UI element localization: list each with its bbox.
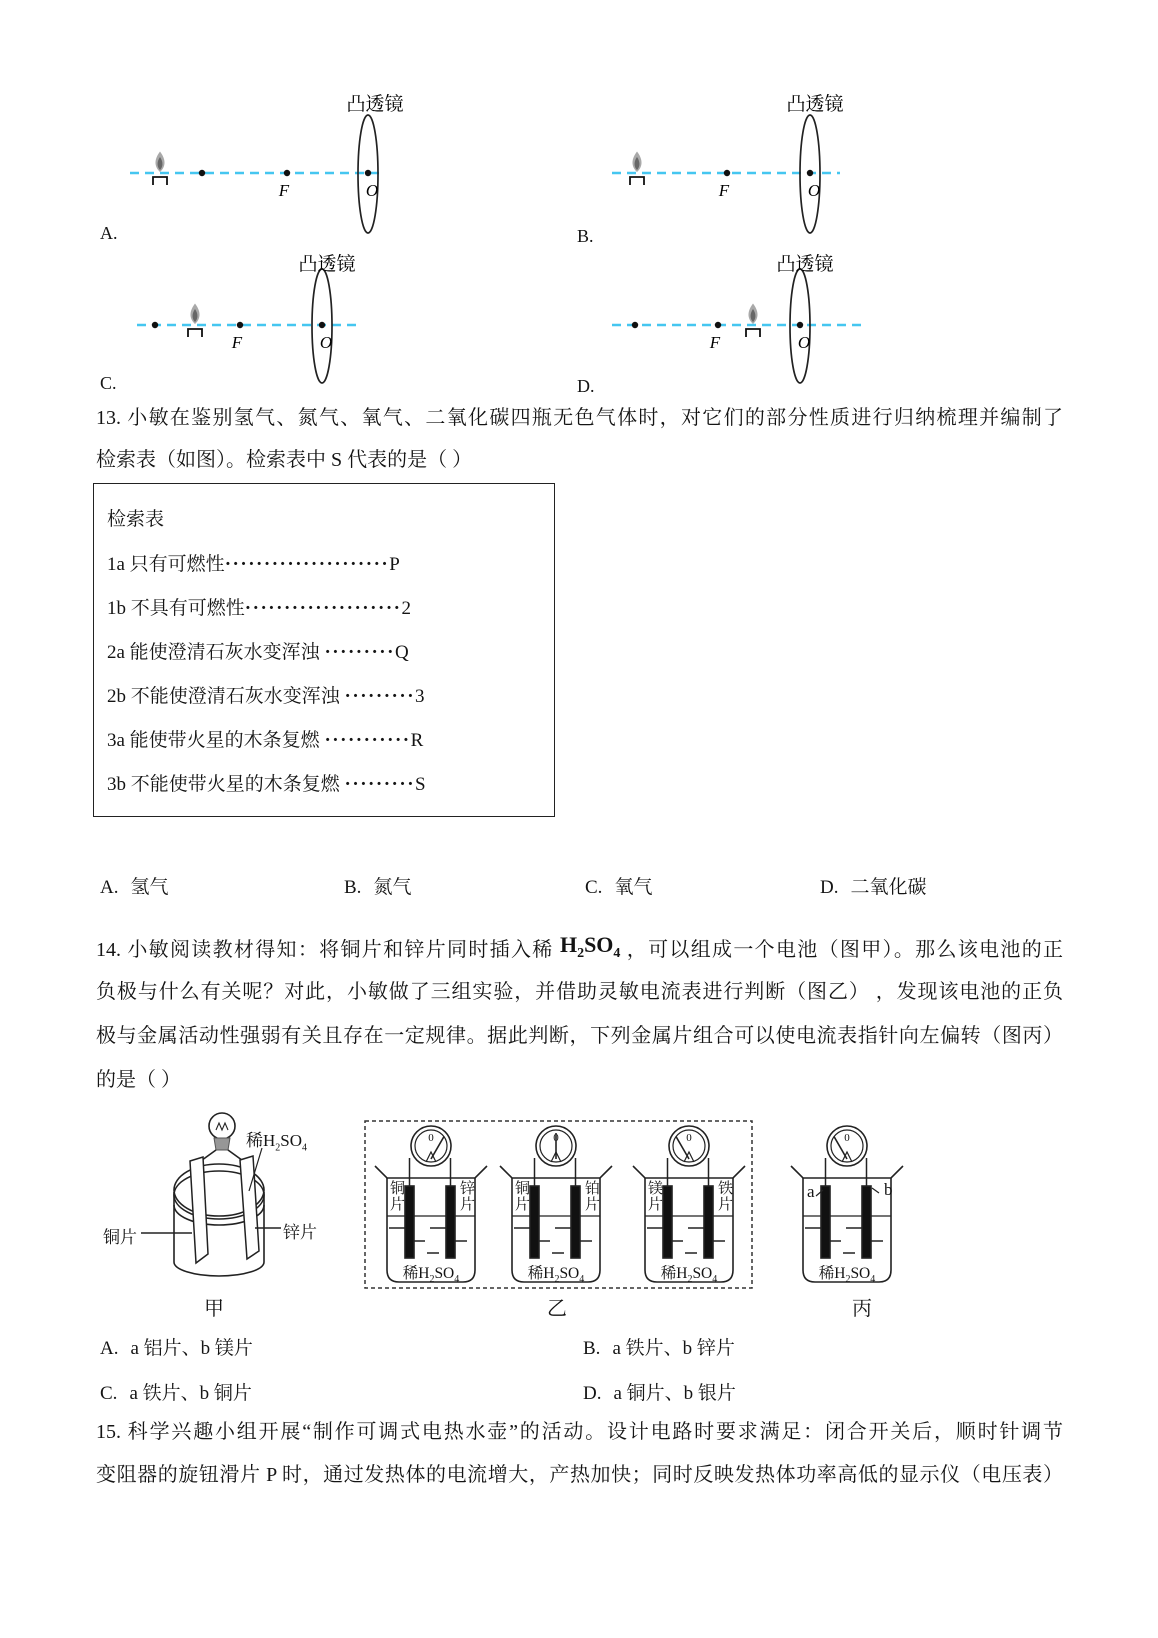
electrode-right bbox=[446, 1186, 455, 1258]
zinc-plate bbox=[240, 1156, 259, 1259]
axis-point bbox=[152, 322, 158, 328]
caption-bing: 丙 bbox=[852, 1298, 872, 1320]
q13-retrieval-table bbox=[93, 483, 555, 817]
electrode-b bbox=[862, 1186, 871, 1258]
bing-solution-label: 稀$H_2SO_4$ bbox=[818, 1265, 876, 1286]
q13-option-d: D. 二氧化碳 bbox=[820, 877, 927, 898]
yi3-solution-label: 稀$H_2SO_4$ bbox=[660, 1265, 718, 1286]
electrode-right bbox=[704, 1186, 713, 1258]
lens-caption: 凸透镜 bbox=[298, 254, 356, 275]
q15-text-line2: 变阻器的旋钮滑片 P 时，通过发热体的电流增大，产热加快；同时反映发热体功率高低的显示仪（电压表） bbox=[96, 1464, 1063, 1486]
focal-label: F bbox=[718, 181, 730, 200]
meter-zero-label: 0 bbox=[844, 1132, 850, 1144]
bing-electrode-a-label: a bbox=[807, 1182, 815, 1201]
option-letter-d: D. bbox=[577, 376, 595, 396]
q13-option-a: A. 氢气 bbox=[100, 877, 169, 898]
q15-text-line1: 15. 科学兴趣小组开展“制作可调式电热水壶”的活动。设计电路时要求满足：闭合开关后，顺时针调节 bbox=[96, 1421, 1063, 1443]
yi3-right-electrode-label: 铁片 bbox=[717, 1181, 733, 1213]
meter-zero-label: 0 bbox=[686, 1132, 692, 1144]
retrieval-table-row-2a: 2a 能使澄清石灰水变浑浊 ·········Q bbox=[107, 642, 409, 663]
retrieval-table-row-2b: 2b 不能使澄清石灰水变浑浊 ·········3 bbox=[107, 686, 425, 707]
q13-option-c: C. 氧气 bbox=[585, 877, 653, 898]
yi2-left-electrode-label: 铜片 bbox=[514, 1181, 530, 1213]
focal-point bbox=[237, 322, 243, 328]
q13-option-b: B. 氮气 bbox=[344, 877, 412, 898]
electrode-left bbox=[663, 1186, 672, 1258]
q14-option-d: D. a 铜片、b 银片 bbox=[583, 1383, 736, 1404]
lens-diagram-B bbox=[612, 93, 844, 233]
meter-zero-label: 0 bbox=[553, 1132, 559, 1144]
focal-label: F bbox=[709, 333, 721, 352]
caption-jia: 甲 bbox=[204, 1298, 224, 1320]
focal-point bbox=[284, 170, 290, 176]
lens-diagram-D bbox=[612, 253, 867, 383]
electrode-left bbox=[530, 1186, 539, 1258]
yi1-solution-label: 稀$H_2SO_4$ bbox=[402, 1265, 460, 1286]
retrieval-table-title: 检索表 bbox=[107, 509, 165, 530]
q14-text-line2: 负极与什么有关呢？对此，小敏做了三组实验，并借助灵敏电流表进行判断（图乙） ，发现该电池的正负 bbox=[96, 981, 1063, 1003]
focal-point bbox=[715, 322, 721, 328]
option-letter-c: C. bbox=[100, 373, 117, 393]
lens-caption: 凸透镜 bbox=[346, 94, 404, 115]
retrieval-table-row-1a: 1a 只有可燃性·····················P bbox=[107, 554, 400, 575]
electrode-right bbox=[571, 1186, 580, 1258]
lens-caption: 凸透镜 bbox=[786, 94, 844, 115]
retrieval-table-row-3b: 3b 不能使带火星的木条复燃 ·········S bbox=[107, 774, 426, 795]
optical-center-point bbox=[797, 322, 803, 328]
center-label: O bbox=[807, 181, 821, 200]
axis-point bbox=[199, 170, 205, 176]
meter-zero-label: 0 bbox=[428, 1132, 434, 1144]
yi2-solution-label: 稀$H_2SO_4$ bbox=[527, 1265, 585, 1286]
q14-option-a: A. a 铝片、b 镁片 bbox=[100, 1338, 253, 1359]
q14-option-c: C. a 铁片、b 铜片 bbox=[100, 1383, 252, 1404]
yi2-right-electrode-label: 铂片 bbox=[584, 1181, 600, 1213]
jia-acid-label: 稀$H_2SO_4$ bbox=[246, 1131, 308, 1154]
caption-yi: 乙 bbox=[547, 1298, 567, 1320]
axis-point bbox=[632, 322, 638, 328]
lens-diagram-A bbox=[130, 93, 404, 233]
jia-copper-label: 铜片 bbox=[103, 1228, 137, 1247]
optical-center-point bbox=[807, 170, 813, 176]
center-label: O bbox=[365, 181, 379, 200]
option-letter-a: A. bbox=[100, 223, 118, 243]
optical-center-point bbox=[319, 322, 325, 328]
lens-caption: 凸透镜 bbox=[776, 254, 834, 275]
q14-text-line1: 14. 小敏阅读教材得知：将铜片和锌片同时插入稀 $H_2SO_4$ ，可以组成一个电池（图甲）。那么该电池的正 bbox=[96, 932, 1064, 961]
electrode-a bbox=[821, 1186, 830, 1258]
yi3-left-electrode-label: 镁片 bbox=[647, 1181, 663, 1213]
bulb-icon bbox=[209, 1113, 235, 1139]
option-letter-b: B. bbox=[577, 226, 594, 246]
jia-zinc-label: 锌片 bbox=[283, 1223, 317, 1242]
focal-point bbox=[724, 170, 730, 176]
retrieval-table-row-1b: 1b 不具有可燃性····················2 bbox=[107, 598, 411, 619]
lens-diagram-C bbox=[137, 253, 357, 383]
h2so4-formula: $H_2SO_4$ bbox=[559, 932, 621, 961]
optical-center-point bbox=[365, 170, 371, 176]
center-label: O bbox=[797, 333, 811, 352]
q14-option-b: B. a 铁片、b 锌片 bbox=[583, 1338, 735, 1359]
yi1-right-electrode-label: 锌片 bbox=[459, 1181, 475, 1213]
focal-label: F bbox=[231, 333, 243, 352]
copper-plate bbox=[190, 1157, 208, 1263]
q14-text-line3: 极与金属活动性强弱有关且存在一定规律。据此判断，下列金属片组合可以使电流表指针向左偏转（图丙） bbox=[96, 1025, 1063, 1047]
yi1-left-electrode-label: 铜片 bbox=[389, 1181, 405, 1213]
q13-text-line2: 检索表（如图）。检索表中 S 代表的是（ ） bbox=[96, 449, 473, 471]
center-label: O bbox=[319, 333, 333, 352]
q14-text-line4: 的是（ ） bbox=[96, 1069, 181, 1091]
bing-cell bbox=[791, 1126, 903, 1282]
bing-electrode-b-label: b bbox=[884, 1180, 893, 1199]
electrode-left bbox=[405, 1186, 414, 1258]
focal-label: F bbox=[278, 181, 290, 200]
q13-text-line1: 13. 小敏在鉴别氢气、氮气、氧气、二氧化碳四瓶无色气体时，对它们的部分性质进行归纳梳理并编制了 bbox=[96, 407, 1063, 429]
retrieval-table-row-3a: 3a 能使带火星的木条复燃 ···········R bbox=[107, 730, 424, 751]
